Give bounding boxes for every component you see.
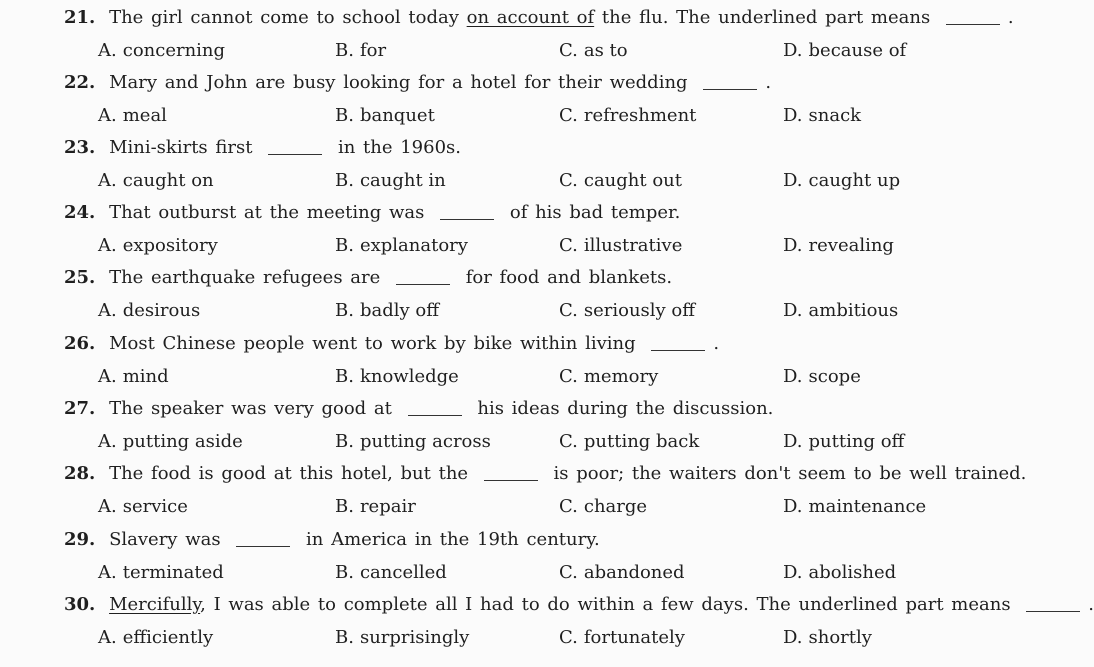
question-number: 25. [64,267,96,288]
underlined-phrase: Mercifully [109,594,201,615]
option-b[interactable]: B. knowledge [335,366,459,387]
question-number: 29. [64,529,96,550]
answer-blank [946,6,1000,25]
answer-blank [484,462,538,481]
question-number: 22. [64,72,96,93]
stem-text: is poor; the waiters don't seem to be well trained. [553,463,1027,484]
stem-text: The food is good at this hotel, but the [109,463,469,484]
question-number: 23. [64,137,96,158]
question-stem [64,134,461,162]
option-d[interactable]: D. because of [783,40,907,61]
stem-text: . [765,72,772,93]
options-row [64,559,1064,587]
answer-blank [1026,593,1080,612]
option-c[interactable]: C. seriously off [559,300,696,321]
stem-text: for food and blankets. [465,267,673,288]
option-b[interactable]: B. banquet [335,105,435,126]
stem-text: Mary and John are busy looking for a hotel for their wedding [109,72,688,93]
question-stem: 30. Mercifully, I was able to complete all I had to do within a few days. The underlined part means . [64,594,1094,615]
option-d[interactable]: D. revealing [783,235,894,256]
options-row [64,167,1064,195]
option-d[interactable]: D. abolished [783,562,897,583]
option-d[interactable]: D. ambitious [783,300,899,321]
question-stem [64,330,719,358]
question-stem [64,69,771,97]
option-d[interactable]: D. caught up [783,170,901,191]
option-b[interactable]: B. caught in [335,170,446,191]
question-29 [64,526,1050,592]
option-a[interactable]: A. service [98,496,188,517]
answer-blank [440,201,494,220]
question-stem [64,199,680,227]
stem-text: The speaker was very good at [109,398,392,419]
option-b[interactable]: B. putting across [335,431,491,452]
question-26 [64,330,1050,396]
question-23 [64,134,1050,200]
option-c[interactable]: C. putting back [559,431,700,452]
option-a[interactable]: A. putting aside [98,431,243,452]
question-22 [64,69,1050,135]
option-d[interactable]: D. maintenance [783,496,927,517]
question-stem [64,460,1026,488]
stem-text: the flu. The underlined part means [601,7,931,28]
option-d[interactable]: D. snack [783,105,862,126]
question-number: 26. [64,333,96,354]
option-c[interactable]: C. fortunately [559,627,685,648]
question-number: 30. [64,594,96,615]
options-row [64,297,1064,325]
option-b[interactable]: B. badly off [335,300,440,321]
option-a[interactable]: A. desirous [98,300,201,321]
option-c[interactable]: C. as to [559,40,628,61]
stem-text: Slavery was [109,529,221,550]
option-b[interactable]: B. explanatory [335,235,468,256]
option-a[interactable]: A. meal [98,105,167,126]
option-a[interactable]: A. concerning [98,40,226,61]
option-a[interactable]: A. mind [98,366,169,387]
options-row [64,493,1064,521]
stem-text: , I was able to complete all I had to do within a few days. The underlined part means [200,594,1011,615]
answer-blank [651,332,705,351]
option-b[interactable]: B. surprisingly [335,627,470,648]
question-stem [64,264,672,292]
option-d[interactable]: D. putting off [783,431,905,452]
option-c[interactable]: C. abandoned [559,562,685,583]
option-b[interactable]: B. repair [335,496,416,517]
stem-text: . [713,333,720,354]
answer-blank [396,266,450,285]
options-row [64,428,1064,456]
question-24 [64,199,1050,265]
stem-text: The girl cannot come to school today [109,7,459,28]
option-c[interactable]: C. memory [559,366,659,387]
options-row [64,102,1064,130]
answer-blank [236,528,290,547]
options-row [64,37,1064,65]
stem-text: in the 1960s. [337,137,461,158]
option-a[interactable]: A. terminated [98,562,224,583]
question-stem [64,526,600,554]
underlined-phrase: on account of [466,7,595,28]
stem-text: his ideas during the discussion. [477,398,774,419]
question-30 [64,591,1094,657]
question-number: 27. [64,398,96,419]
options-row [64,624,1064,652]
option-b[interactable]: B. for [335,40,387,61]
option-a[interactable]: A. caught on [98,170,214,191]
options-row [64,232,1064,260]
answer-blank [268,136,322,155]
question-number: 21. [64,7,96,28]
option-a[interactable]: A. expository [98,235,218,256]
option-c[interactable]: C. caught out [559,170,682,191]
question-number: 24. [64,202,96,223]
question-27 [64,395,1050,461]
answer-blank [408,397,462,416]
answer-blank [703,71,757,90]
option-c[interactable]: C. refreshment [559,105,697,126]
option-d[interactable]: D. shortly [783,627,872,648]
stem-text: Most Chinese people went to work by bike within living [109,333,636,354]
question-25 [64,264,1050,330]
stem-text: That outburst at the meeting was [109,202,425,223]
question-number: 28. [64,463,96,484]
question-stem [64,395,773,423]
option-c[interactable]: C. charge [559,496,648,517]
question-stem: 21. The girl cannot come to school today on account of the flu. The underlined part means . [64,7,1014,28]
stem-text: Mini-skirts first [109,137,253,158]
options-row [64,363,1064,391]
stem-text: in America in the 19th century. [306,529,600,550]
option-b[interactable]: B. cancelled [335,562,447,583]
stem-text: of his bad temper. [509,202,681,223]
question-21 [64,4,1050,70]
option-c[interactable]: C. illustrative [559,235,683,256]
option-d[interactable]: D. scope [783,366,861,387]
stem-text: The earthquake refugees are [109,267,381,288]
option-a[interactable]: A. efficiently [98,627,214,648]
question-28 [64,460,1050,526]
